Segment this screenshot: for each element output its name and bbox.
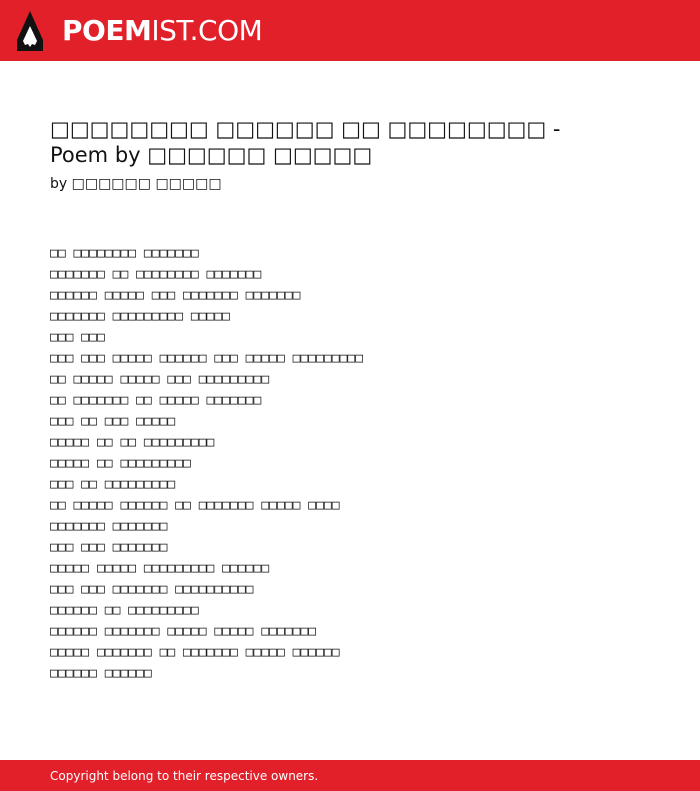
poem-line: □□□□□□ □□□□□□□ □□□□□ □□□□□ □□□□□□□ <box>50 624 317 639</box>
poem-line: □□□ □□□ □□□□□ □□□□□□ □□□ □□□□□ □□□□□□□□□ <box>50 351 364 366</box>
poem-line: □□□□□ □□ □□□□□□□□□ <box>50 456 191 471</box>
poem-title-line-2: Poem by □□□□□□ □□□□□ <box>50 143 373 167</box>
copyright-text: Copyright belong to their respective owners. <box>50 769 319 783</box>
poem-line: □□□□□ □□□□□□□ □□ □□□□□□□ □□□□□ □□□□□□ <box>50 645 340 660</box>
poem-line: □□□□□□□ □□□□□□□ <box>50 519 168 534</box>
poem-line: □□□□□□ □□□□□ □□□ □□□□□□□ □□□□□□□ <box>50 288 301 303</box>
poem-line: □□ □□□□□□□□ □□□□□□□ <box>50 246 199 261</box>
poem-line: □□□ □□□ □□□□□□□ □□□□□□□□□□ <box>50 582 254 597</box>
poem-body <box>50 243 650 684</box>
poem-line: □□□□□□ □□□□□□ <box>50 666 152 681</box>
logo-bold-text: POEM <box>62 14 152 47</box>
site-logo[interactable] <box>62 12 262 50</box>
poem-line: □□ □□□□□ □□□□□ □□□ □□□□□□□□□ <box>50 372 270 387</box>
poem-title-line-1: □□□□□□□□ □□□□□□ □□ □□□□□□□□ - <box>50 117 561 141</box>
poem-line: □□□□□□□ □□ □□□□□□□□ □□□□□□□ <box>50 267 262 282</box>
logo-light-text: IST.COM <box>151 14 263 47</box>
poem-line: □□□ □□□ <box>50 330 105 345</box>
site-footer <box>0 760 700 791</box>
site-header <box>0 0 700 61</box>
poem-line: □□ □□□□□ □□□□□□ □□ □□□□□□□ □□□□□ □□□□ <box>50 498 340 513</box>
poem-author-byline: by □□□□□□ □□□□□ <box>50 176 222 192</box>
poem-line: □□□ □□□ □□□□□□□ <box>50 540 168 555</box>
poem-title <box>50 116 650 168</box>
poem-line: □□□ □□ □□□ □□□□□ <box>50 414 176 429</box>
poem-line: □□ □□□□□□□ □□ □□□□□ □□□□□□□ <box>50 393 262 408</box>
poem-line: □□□□□ □□ □□ □□□□□□□□□ <box>50 435 215 450</box>
poem-line: □□□□□□ □□ □□□□□□□□□ <box>50 603 199 618</box>
poem-line: □□□ □□ □□□□□□□□□ <box>50 477 176 492</box>
pencil-icon[interactable] <box>16 10 44 52</box>
poem-line: □□□□□ □□□□□ □□□□□□□□□ □□□□□□ <box>50 561 270 576</box>
poem-line: □□□□□□□ □□□□□□□□□ □□□□□ <box>50 309 231 324</box>
